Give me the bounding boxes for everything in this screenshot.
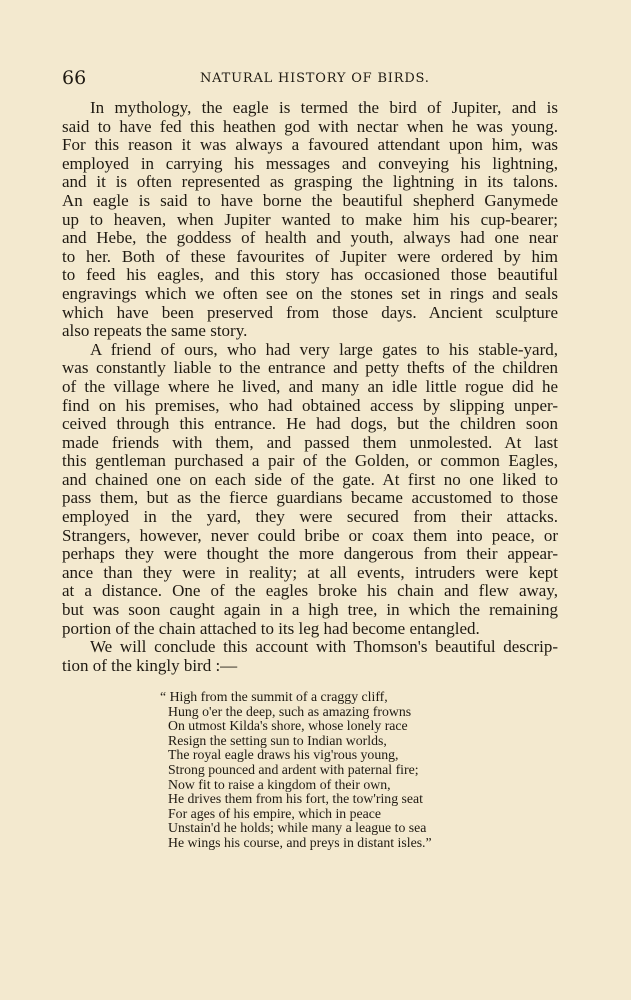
text-line: employed in the yard, they were secured from their attacks. xyxy=(62,507,558,527)
paragraph-friend-eagles xyxy=(62,341,558,639)
text-line: but was soon caught again in a high tree, in which the remaining xyxy=(62,600,558,620)
poem-line: Resign the setting sun to Indian worlds, xyxy=(168,732,387,748)
poem-line: On utmost Kilda's shore, whose lonely race xyxy=(168,718,408,734)
text-line: pass them, but as the fierce guardians became accustomed to those xyxy=(62,488,558,508)
text-line: portion of the chain attached to its leg had become entangled. xyxy=(62,618,480,638)
running-head: NATURAL HISTORY OF BIRDS. xyxy=(200,71,430,86)
poem-line: He wings his course, and preys in distant isles.” xyxy=(168,834,432,850)
text-line: at a distance. One of the eagles broke his chain and flew away, xyxy=(62,581,558,601)
text-line: find on his premises, who had obtained access by slipping unper- xyxy=(62,395,558,415)
text-line: We will conclude this account with Thomson's beautiful descrip- xyxy=(90,637,558,657)
text-line: and Hebe, the goddess of health and youth, always had one near xyxy=(62,228,558,248)
text-line: up to heaven, when Jupiter wanted to make him his cup-bearer; xyxy=(62,209,558,229)
poem-line: Now fit to raise a kingdom of their own, xyxy=(168,776,391,792)
text-line: In mythology, the eagle is termed the bird of Jupiter, and is xyxy=(90,98,558,117)
text-line: this gentleman purchased a pair of the Golden, or common Eagles, xyxy=(62,451,558,471)
body-text xyxy=(62,99,558,675)
poem-quotation xyxy=(160,690,460,851)
poem-line: The royal eagle draws his vig'rous young, xyxy=(168,747,399,763)
poem-line: Hung o'er the deep, such as amazing frowns xyxy=(168,703,412,719)
text-line: also repeats the same story. xyxy=(62,321,248,341)
text-line: to feed his eagles, and this story has occasioned those beautiful xyxy=(62,265,558,285)
poem-line: He drives them from his fort, the tow'ring seat xyxy=(168,791,423,807)
text-line: ceived through this entrance. He had dogs, but the children soon xyxy=(62,414,558,434)
paragraph-mythology xyxy=(62,99,558,341)
page-number: 66 xyxy=(62,67,87,89)
text-line: said to have fed this heathen god with nectar when he was young. xyxy=(62,116,558,136)
text-line: A friend of ours, who had very large gates to his stable-yard, xyxy=(90,339,558,359)
poem-line: Unstain'd he holds; while many a league to sea xyxy=(168,820,427,836)
poem-line: Strong pounced and ardent with paternal fire; xyxy=(168,761,419,777)
text-line: employed in carrying his messages and conveying his lightning, xyxy=(62,153,558,173)
text-line: perhaps they were thought the more dangerous from their appear- xyxy=(62,544,558,564)
paragraph-thomson-intro xyxy=(62,638,558,675)
text-line: and it is often represented as grasping the lightning in its talons. xyxy=(62,172,558,192)
text-line: Strangers, however, never could bribe or coax them into peace, or xyxy=(62,525,558,545)
page-header xyxy=(62,66,558,90)
text-line: of the village where he lived, and many an idle little rogue did he xyxy=(62,376,558,396)
text-line: was constantly liable to the entrance and petty thefts of the children xyxy=(62,358,558,378)
poem-line: “ High from the summit of a craggy cliff, xyxy=(160,689,388,704)
text-line: which have been preserved from those days. Ancient sculpture xyxy=(62,302,558,322)
text-line: to her. Both of these favourites of Jupiter were ordered by him xyxy=(62,246,558,266)
text-line: An eagle is said to have borne the beautiful shepherd Ganymede xyxy=(62,190,558,210)
text-line: made friends with them, and passed them unmolested. At last xyxy=(62,432,558,452)
text-line: engravings which we often see on the stones set in rings and seals xyxy=(62,283,558,303)
text-line: tion of the kingly bird :— xyxy=(62,655,238,675)
text-line: and chained one on each side of the gate. At first no one liked to xyxy=(62,469,558,489)
text-line: ance than they were in reality; at all events, intruders were kept xyxy=(62,562,558,582)
poem-line: For ages of his empire, which in peace xyxy=(168,805,382,821)
text-line: For this reason it was always a favoured attendant upon him, was xyxy=(62,135,558,155)
